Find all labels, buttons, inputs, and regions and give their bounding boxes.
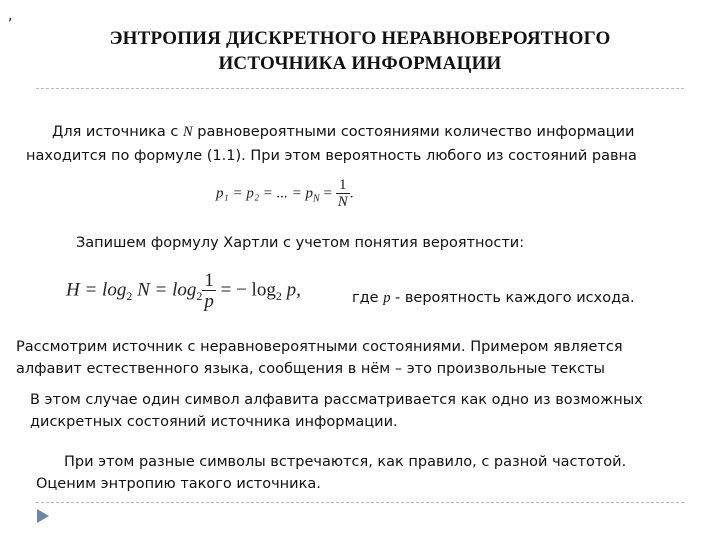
f1-eq: =	[319, 185, 336, 202]
f1-lhs: p₁ = p₂ = ... = p	[216, 185, 314, 202]
f1-den: N	[337, 194, 348, 210]
f2-part4: p,	[281, 279, 301, 301]
f2-den: p	[204, 291, 214, 312]
title-line-2: ИСТОЧНИКА ИНФОРМАЦИИ	[218, 53, 502, 74]
title-divider	[36, 88, 684, 89]
p1-text-a: Для источника с	[52, 124, 183, 140]
f2-sub1: 2	[126, 289, 133, 304]
formula-equal-probabilities	[216, 178, 353, 210]
paragraph-3-line-2: дискретных состояний источника информации.	[30, 414, 398, 430]
hartley-formula	[66, 271, 301, 311]
where-note	[352, 287, 635, 309]
play-arrow-icon[interactable]	[36, 508, 50, 528]
f2-part1: H = log	[66, 279, 127, 301]
f2-fraction	[202, 271, 216, 311]
f1-fraction	[336, 178, 350, 210]
paragraph-2-line-1: Рассмотрим источник с неравновероятными состояниями. Примером является	[16, 339, 623, 355]
f2-part2: N = log	[132, 279, 197, 301]
hartley-intro: Запишем формулу Хартли с учетом понятия вероятности:	[76, 235, 525, 251]
paragraph-1-line-2: находится по формуле (1.1). При этом вероятность любого из состояний равна	[26, 148, 637, 164]
f2-part3: = − log	[215, 279, 276, 301]
where-text-a: где	[352, 290, 384, 306]
f1-sub-N: N	[313, 193, 320, 205]
f1-end: .	[349, 185, 354, 202]
paragraph-2-line-2: алфавит естественного языка, сообщения в нём – это произвольные тексты	[16, 361, 605, 377]
p1-text-b: равновероятными состояниями количество информации	[192, 124, 635, 140]
paragraph-4-line-1: При этом разные символы встречаются, как правило, с разной частотой.	[64, 454, 627, 470]
f2-num: 1	[204, 270, 214, 291]
paragraph-1-line-1	[52, 121, 634, 143]
bottom-divider	[36, 502, 684, 503]
stray-comma-mark: ,	[8, 8, 13, 24]
title-line-1: ЭНТРОПИЯ ДИСКРЕТНОГО НЕРАВНОВЕРОЯТНОГО	[109, 28, 611, 49]
where-text-b: - вероятность каждого исхода.	[390, 290, 635, 306]
slide-title	[60, 26, 660, 76]
var-p: p	[383, 290, 391, 306]
f2-sub2: 2	[196, 289, 203, 304]
paragraph-3-line-1: В этом случае один символ алфавита рассматривается как одно из возможных	[30, 392, 643, 408]
paragraph-4-line-2: Оценим энтропию такого источника.	[36, 476, 321, 492]
f1-num: 1	[338, 177, 347, 193]
var-N: N	[182, 124, 193, 140]
f2-sub3: 2	[275, 289, 282, 304]
